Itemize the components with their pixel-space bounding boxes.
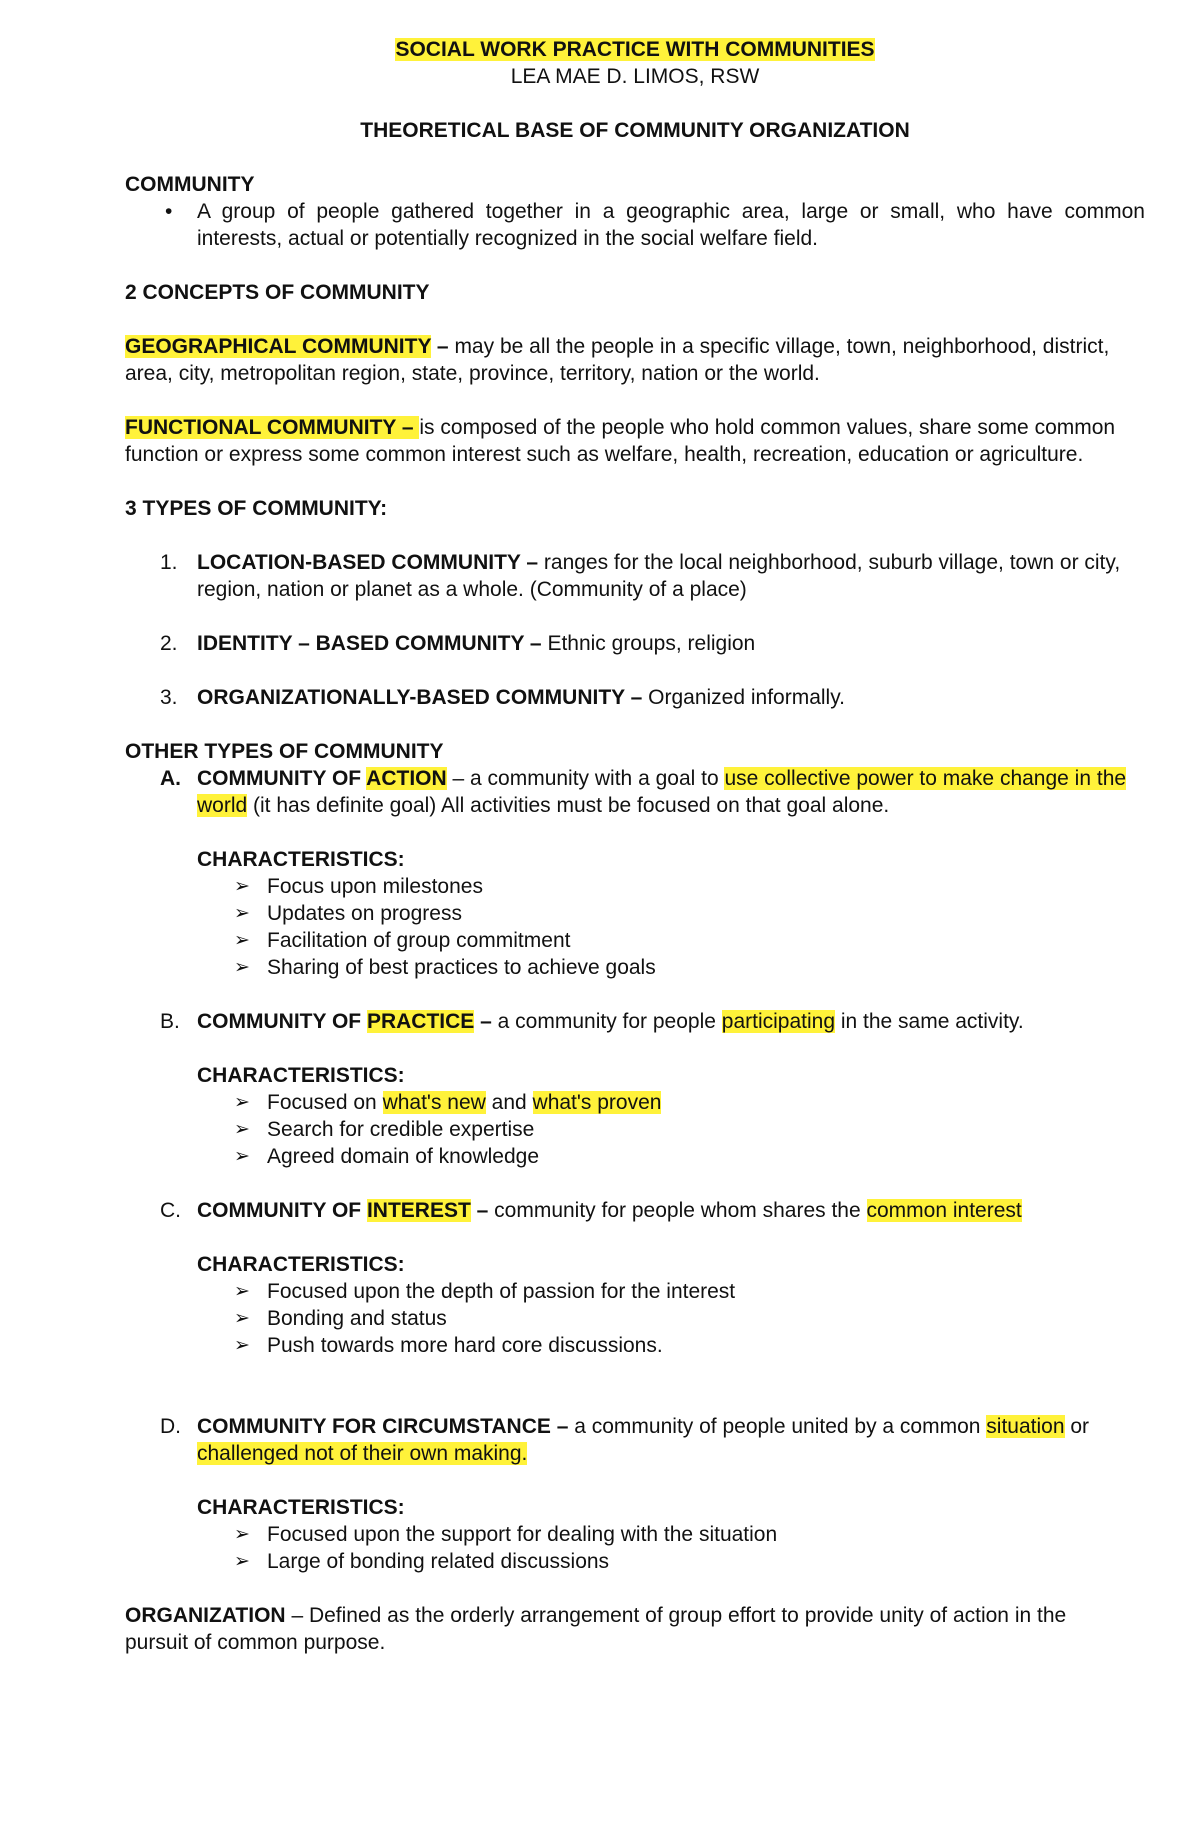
section-heading-community: COMMUNITY <box>125 173 255 196</box>
characteristic-text: Focused upon the depth of passion for the interest <box>267 1280 736 1303</box>
list-item <box>125 1089 1145 1116</box>
characteristic-text: Push towards more hard core discussions. <box>267 1334 663 1357</box>
concept-geographical <box>125 333 1145 387</box>
other-type-text: (it has definite goal) All activities must be focused on that goal alone. <box>247 794 890 817</box>
other-type-term: COMMUNITY OF <box>197 1199 367 1222</box>
characteristic-text: Facilitation of group commitment <box>267 929 571 952</box>
doc-title <box>125 36 1145 63</box>
type-term: ORGANIZATIONALLY-BASED COMMUNITY – <box>197 686 649 709</box>
arrow-bullet-icon: ➢ <box>234 930 250 951</box>
other-type-interest <box>125 1197 1145 1224</box>
type-text: Ethnic groups, religion <box>547 632 756 655</box>
community-definition: A group of people gathered together in a geographic area, large or small, who have common interests, actual or potentially recognized in the social welfare field. <box>197 200 1145 250</box>
other-type-dash: – <box>474 1010 498 1033</box>
arrow-bullet-icon: ➢ <box>234 1281 250 1302</box>
other-type-letter: D. <box>160 1415 181 1438</box>
characteristic-text: Agreed domain of knowledge <box>267 1145 540 1168</box>
organization-definition-cont: pursuit of common purpose. <box>125 1631 386 1654</box>
characteristic-text: and <box>485 1091 533 1114</box>
other-type-text: or <box>1064 1415 1090 1438</box>
list-item <box>125 1521 1145 1548</box>
characteristics-heading: CHARACTERISTICS: <box>197 1064 405 1087</box>
highlighted-text: challenged not of their own making. <box>197 1442 528 1465</box>
characteristic-text: Focus upon milestones <box>267 875 483 898</box>
arrow-bullet-icon: ➢ <box>234 1335 250 1356</box>
characteristic-text: Focused upon the support for dealing with the situation <box>267 1523 778 1546</box>
arrow-bullet-icon: ➢ <box>234 1524 250 1545</box>
list-item <box>125 873 1145 900</box>
other-type-text: a community of people united by a common <box>574 1415 987 1438</box>
other-type-term-highlight: INTEREST <box>366 1199 471 1222</box>
type-term: IDENTITY – BASED COMMUNITY – <box>197 632 548 655</box>
highlighted-text: use collective power to make change in the world <box>197 767 1127 817</box>
characteristics-heading: CHARACTERISTICS: <box>197 1496 405 1519</box>
characteristic-text: Focused on <box>267 1091 383 1114</box>
arrow-bullet-icon: ➢ <box>234 957 250 978</box>
arrow-bullet-icon: ➢ <box>234 1551 250 1572</box>
document-page <box>125 36 1145 1656</box>
arrow-bullet-icon: ➢ <box>234 1092 250 1113</box>
characteristics-heading: CHARACTERISTICS: <box>197 848 405 871</box>
other-type-term-highlight: ACTION <box>366 767 447 790</box>
list-item <box>125 954 1145 981</box>
list-item <box>125 1278 1145 1305</box>
other-type-term: COMMUNITY OF <box>197 767 367 790</box>
concept-term: FUNCTIONAL COMMUNITY – <box>125 416 420 439</box>
list-item <box>125 1116 1145 1143</box>
other-type-term: COMMUNITY FOR CIRCUMSTANCE – <box>197 1415 575 1438</box>
bullet-icon: • <box>165 200 173 223</box>
other-type-term-highlight: PRACTICE <box>366 1010 475 1033</box>
organization-definition <box>125 1602 1145 1629</box>
other-type-action <box>125 765 1145 819</box>
other-type-text: community for people whom shares the <box>494 1199 867 1222</box>
type-term: LOCATION-BASED COMMUNITY – <box>197 551 544 574</box>
arrow-bullet-icon: ➢ <box>234 1308 250 1329</box>
characteristics-heading: CHARACTERISTICS: <box>197 1253 405 1276</box>
doc-subtitle: THEORETICAL BASE OF COMMUNITY ORGANIZATION <box>360 119 910 142</box>
type-number: 1. <box>160 551 178 574</box>
type-text: Organized informally. <box>648 686 845 709</box>
list-item <box>125 1548 1145 1575</box>
list-item <box>125 1332 1145 1359</box>
highlighted-text: what's new <box>382 1091 486 1114</box>
other-type-text: in the same activity. <box>835 1010 1024 1033</box>
arrow-bullet-icon: ➢ <box>234 1146 250 1167</box>
concept-term: GEOGRAPHICAL COMMUNITY <box>125 335 432 358</box>
type-item <box>125 684 1145 711</box>
list-item <box>125 1143 1145 1170</box>
organization-term: ORGANIZATION <box>125 1604 286 1627</box>
doc-author: LEA MAE D. LIMOS, RSW <box>510 65 760 88</box>
type-text: ranges for the local neighborhood, suburb village, town or city, region, nation or planet as a whole. (Community of a place) <box>197 551 1121 601</box>
other-type-letter: C. <box>160 1199 181 1222</box>
concept-functional <box>125 414 1145 468</box>
organization-text: – Defined as the orderly arrangement of group effort to provide unity of action in the <box>285 1604 1067 1627</box>
list-item <box>125 927 1145 954</box>
bullet-item <box>125 198 1145 252</box>
arrow-bullet-icon: ➢ <box>234 1119 250 1140</box>
characteristic-text: Sharing of best practices to achieve goals <box>267 956 656 979</box>
doc-title-text: SOCIAL WORK PRACTICE WITH COMMUNITIES <box>395 38 875 61</box>
characteristic-text: Search for credible expertise <box>267 1118 535 1141</box>
concept-dash: – <box>431 335 455 358</box>
other-type-dash: – <box>470 1199 495 1222</box>
other-type-letter: B. <box>160 1010 180 1033</box>
characteristic-text: Large of bonding related discussions <box>267 1550 610 1573</box>
other-type-circumstance <box>125 1413 1145 1467</box>
highlighted-text: situation <box>986 1415 1065 1438</box>
characteristic-text: Bonding and status <box>267 1307 447 1330</box>
concept-text: may be all the people in a specific village, town, neighborhood, district, area, city, metropolitan region, state, province, territory, nation or the world. <box>125 335 1110 385</box>
highlighted-text: what's proven <box>532 1091 662 1114</box>
type-item <box>125 549 1145 603</box>
type-item <box>125 630 1145 657</box>
other-type-text: – a community with a goal to <box>446 767 725 790</box>
other-type-term: COMMUNITY OF <box>197 1010 367 1033</box>
highlighted-text: common interest <box>866 1199 1022 1222</box>
highlighted-text: participating <box>721 1010 835 1033</box>
type-number: 2. <box>160 632 178 655</box>
other-type-text: a community for people <box>497 1010 722 1033</box>
section-heading-other: OTHER TYPES OF COMMUNITY <box>125 740 444 763</box>
type-number: 3. <box>160 686 178 709</box>
section-heading-concepts: 2 CONCEPTS OF COMMUNITY <box>125 281 430 304</box>
list-item <box>125 900 1145 927</box>
arrow-bullet-icon: ➢ <box>234 903 250 924</box>
section-heading-types: 3 TYPES OF COMMUNITY: <box>125 497 388 520</box>
other-type-practice <box>125 1008 1145 1035</box>
characteristic-text: Updates on progress <box>267 902 462 925</box>
concept-text: is composed of the people who hold common values, share some common function or express some common interest such as welfare, health, recreation, education or agriculture. <box>125 416 1116 466</box>
list-item <box>125 1305 1145 1332</box>
other-type-letter: A. <box>160 767 181 790</box>
arrow-bullet-icon: ➢ <box>234 876 250 897</box>
